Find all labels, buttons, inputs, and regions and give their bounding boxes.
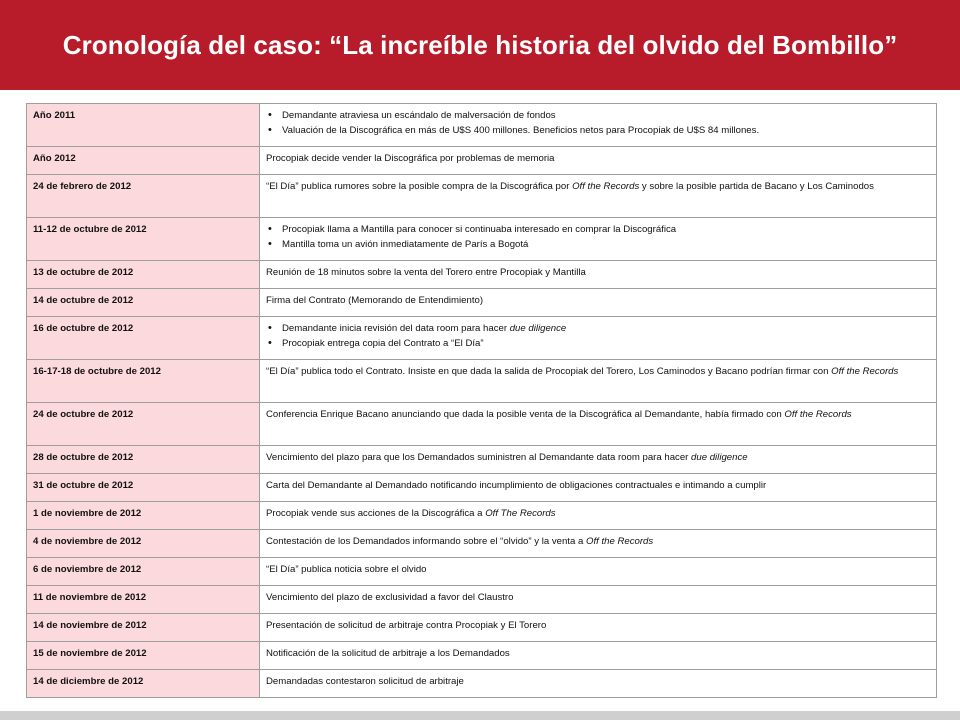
italic-text: Off the Records [572, 181, 640, 192]
event-bullet [266, 123, 930, 138]
date-cell: 14 de diciembre de 2012 [27, 670, 260, 698]
date-cell: 14 de octubre de 2012 [27, 289, 260, 317]
text-run: Procopiak decide vender la Discográfica por problemas de memoria [266, 153, 555, 164]
table-row [27, 446, 937, 474]
table-row [27, 218, 937, 261]
footer-bar [0, 711, 960, 720]
event-cell [260, 642, 937, 670]
event-cell [260, 446, 937, 474]
text-run: “El Día” publica rumores sobre la posible compra de la Discográfica por [266, 181, 573, 192]
date-cell: 31 de octubre de 2012 [27, 474, 260, 502]
table-row [27, 104, 937, 147]
event-bullet [266, 336, 930, 351]
date-cell: 4 de noviembre de 2012 [27, 530, 260, 558]
text-run: Procopiak llama a Mantilla para conocer si continuaba interesado en comprar la Discográfica [282, 224, 677, 235]
event-cell [260, 403, 937, 446]
date-cell: 1 de noviembre de 2012 [27, 502, 260, 530]
event-cell [260, 474, 937, 502]
date-cell: 16 de octubre de 2012 [27, 317, 260, 360]
date-cell: Año 2012 [27, 147, 260, 175]
title-banner [0, 0, 960, 90]
text-run: Carta del Demandante al Demandado notificando incumplimiento de obligaciones contractuales e intimando a cumplir [266, 480, 767, 491]
text-run: Vencimiento del plazo de exclusividad a favor del Claustro [266, 592, 514, 603]
text-run: Valuación de la Discográfica en más de U$S 400 millones. Beneficios netos para Procopiak de U$S 84 millones. [282, 125, 760, 136]
text-run: Procopiak entrega copia del Contrato a “El Día” [282, 338, 484, 349]
table-row [27, 360, 937, 403]
event-cell [260, 558, 937, 586]
table-row [27, 558, 937, 586]
event-cell [260, 502, 937, 530]
event-bullet [266, 237, 930, 252]
table-row [27, 317, 937, 360]
event-cell [260, 147, 937, 175]
text-run: Demandante inicia revisión del data room para hacer [282, 323, 510, 334]
text-run: Conferencia Enrique Bacano anunciando que dada la posible venta de la Discográfica al Demandante, había firmado con [266, 409, 785, 420]
table-row [27, 670, 937, 698]
table-row [27, 403, 937, 446]
table-row [27, 147, 937, 175]
table-row [27, 530, 937, 558]
event-cell [260, 670, 937, 698]
event-bullet [266, 321, 930, 336]
date-cell: 14 de noviembre de 2012 [27, 614, 260, 642]
event-cell [260, 289, 937, 317]
table-row [27, 289, 937, 317]
table-row [27, 502, 937, 530]
date-cell: 24 de febrero de 2012 [27, 175, 260, 218]
italic-text: due diligence [509, 323, 567, 334]
date-cell: 6 de noviembre de 2012 [27, 558, 260, 586]
table-row [27, 474, 937, 502]
event-bullet-list [266, 222, 930, 252]
text-run: Demandante atraviesa un escándalo de malversación de fondos [282, 110, 556, 121]
text-run: Reunión de 18 minutos sobre la venta del Torero entre Procopiak y Mantilla [266, 267, 586, 278]
table-row [27, 586, 937, 614]
italic-text: Off the Records [585, 536, 654, 547]
italic-text: due diligence [691, 452, 748, 463]
text-run: “El Día” publica noticia sobre el olvido [266, 564, 427, 575]
event-cell [260, 614, 937, 642]
event-bullet [266, 108, 930, 123]
text-run: Presentación de solicitud de arbitraje contra Procopiak y El Torero [266, 620, 547, 631]
text-run: Vencimiento del plazo para que los Demandados suministren al Demandante data room para hacer [266, 452, 692, 463]
text-run: Demandadas contestaron solicitud de arbitraje [266, 676, 464, 687]
italic-text: Off the Records [784, 409, 852, 420]
event-cell [260, 317, 937, 360]
date-cell: Año 2011 [27, 104, 260, 147]
italic-text: Off the Records [831, 366, 899, 377]
event-cell [260, 360, 937, 403]
date-cell: 11-12 de octubre de 2012 [27, 218, 260, 261]
text-run: Firma del Contrato (Memorando de Entendimiento) [266, 295, 484, 306]
text-run: Procopiak vende sus acciones de la Discográfica a [266, 508, 486, 519]
event-bullet [266, 222, 930, 237]
table-row [27, 261, 937, 289]
chronology-table [26, 103, 937, 698]
slide-title: Cronología del caso: “La increíble historia del olvido del Bombillo” [62, 30, 898, 60]
date-cell: 13 de octubre de 2012 [27, 261, 260, 289]
date-cell: 24 de octubre de 2012 [27, 403, 260, 446]
table-row [27, 614, 937, 642]
event-cell [260, 104, 937, 147]
chronology-table-body [27, 104, 937, 698]
text-run: y sobre la posible partida de Bacano y Los Caminodos [639, 181, 874, 192]
table-row [27, 175, 937, 218]
table-row [27, 642, 937, 670]
text-run: Contestación de los Demandados informando sobre el “olvido” y la venta a [266, 536, 586, 547]
date-cell: 11 de noviembre de 2012 [27, 586, 260, 614]
text-run: Mantilla toma un avión inmediatamente de París a Bogotá [282, 239, 529, 250]
date-cell: 28 de octubre de 2012 [27, 446, 260, 474]
date-cell: 15 de noviembre de 2012 [27, 642, 260, 670]
text-run: “El Día” publica todo el Contrato. Insiste en que dada la salida de Procopiak del Torero, Los Caminodos y Bacano podrían firmar con [266, 366, 832, 377]
text-run: Notificación de la solicitud de arbitraje a los Demandados [266, 648, 510, 659]
event-cell [260, 261, 937, 289]
italic-text: Off The Records [485, 508, 556, 519]
event-cell [260, 175, 937, 218]
event-cell [260, 586, 937, 614]
event-cell [260, 218, 937, 261]
event-cell [260, 530, 937, 558]
event-bullet-list [266, 321, 930, 351]
chronology-table-container [26, 103, 936, 698]
date-cell: 16-17-18 de octubre de 2012 [27, 360, 260, 403]
event-bullet-list [266, 108, 930, 138]
